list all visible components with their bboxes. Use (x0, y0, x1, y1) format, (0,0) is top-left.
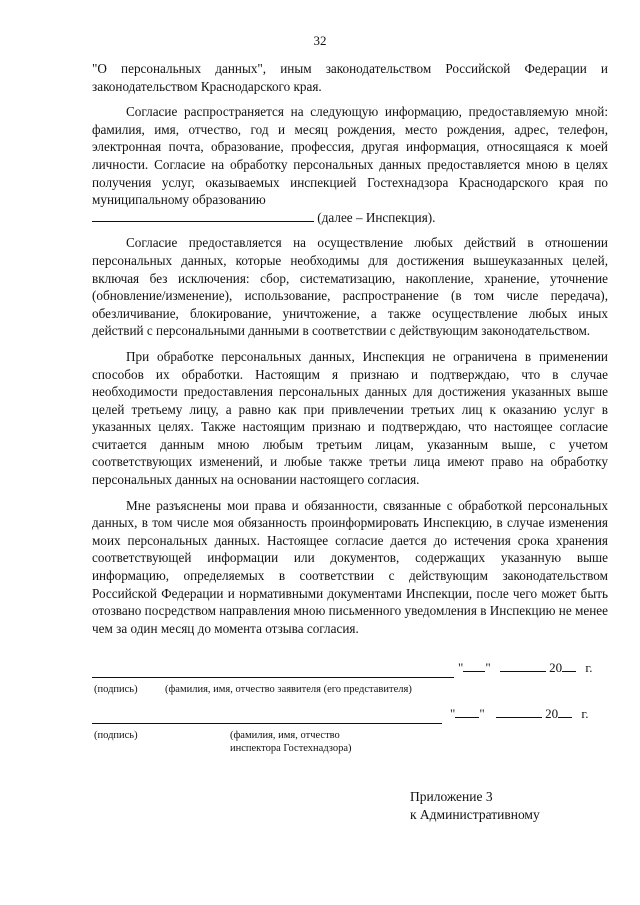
paragraph-inspection-line (92, 209, 608, 227)
inspector-name-line (92, 722, 442, 724)
day-blank (463, 660, 485, 672)
caption-applicant-name: (фамилия, имя, отчество заявителя (его представителя) (165, 684, 412, 695)
day-blank (455, 706, 479, 718)
paragraph-rights-duties: Мне разъяснены мои права и обязанности, связанные с обработкой персональных данных, в том числе моя обязанность проинформировать Инспекцию, в случае изменения моих персональных данных. Настоящее согласие дается до истечения срока хранения соответствующей информации или документов, содержащих указанную выше информацию, определяемых в соответствии с действующим законодательством Российской Федерации и нормативными документами Инспекции, после чего может быть отозвано посредством направления мною письменного уведомления в Инспекцию не менее чем за один месяц до момента отзыва согласия. (92, 497, 608, 636)
paragraph-information-scope: Согласие распространяется на следующую информацию, предоставляемую мной: фамилия, имя, отчество, год и месяц рождения, место рождения, адрес, телефон, электронная почта, образование, профессия, другая информация, относящаяся к моей личности. Согласие на обработку персональных данных предоставляется мною в целях получения услуг, оказываемых инспекцией Гостехнадзора Краснодарского края по муниципальному образованию (92, 104, 608, 208)
municipality-blank-line (92, 209, 314, 222)
month-blank (496, 706, 542, 718)
paragraph-third-parties: При обработке персональных данных, Инспекция не ограничена в применении способов их обработки. Настоящим я признаю и подтверждаю, что в случае необходимости предоставления персональных данных для достижения указанных выше целей третьему лицу, а равно как при привлечении третьих лиц к оказанию услуг в указанных целях. Также настоящим признаю и подтверждаю, что настоящее согласие считается данным мною любым третьим лицам, указанным выше, с учетом соответствующих изменений, и любые также третьи лица имеют право на обработку персональных данных на основании настоящего согласия. (92, 348, 608, 488)
year-blank (562, 660, 576, 672)
inspection-short-name: (далее – Инспекция). (317, 209, 436, 225)
paragraph-permitted-actions: Согласие предоставляется на осуществление любых действий в отношении персональных данных, которые необходимы для достижения вышеуказанных целей, включая без исключения: сбор, систематизацию, накопление, хранение, уточнение (обновление/изменение), использование, распространение (в том числе передача), обезличивание, блокирование, уничтожение, а также осуществление любых иных действий с персональными данными в соответствии с действующим законодательством. (92, 235, 608, 339)
caption-signature: (подпись) (94, 730, 138, 741)
appendix-reference: к Административному (410, 807, 540, 822)
caption-signature: (подпись) (94, 684, 138, 695)
year-blank (558, 706, 572, 718)
page-number: 32 (313, 33, 327, 48)
appendix-number: Приложение 3 (410, 789, 493, 804)
paragraph-law-reference: "О персональных данных", иным законодательством Российской Федерации и законодательством Краснодарского края. (92, 61, 608, 94)
month-blank (500, 660, 546, 672)
applicant-date: " " 20 г. (458, 660, 593, 675)
applicant-name-line (92, 676, 454, 678)
appendix-heading (410, 788, 540, 824)
consent-body (92, 60, 608, 645)
inspector-date: " " 20 г. (450, 706, 589, 721)
caption-inspector-name-line1: (фамилия, имя, отчество (230, 730, 340, 741)
caption-inspector-name-line2: инспектора Гостехнадзора) (230, 743, 352, 754)
